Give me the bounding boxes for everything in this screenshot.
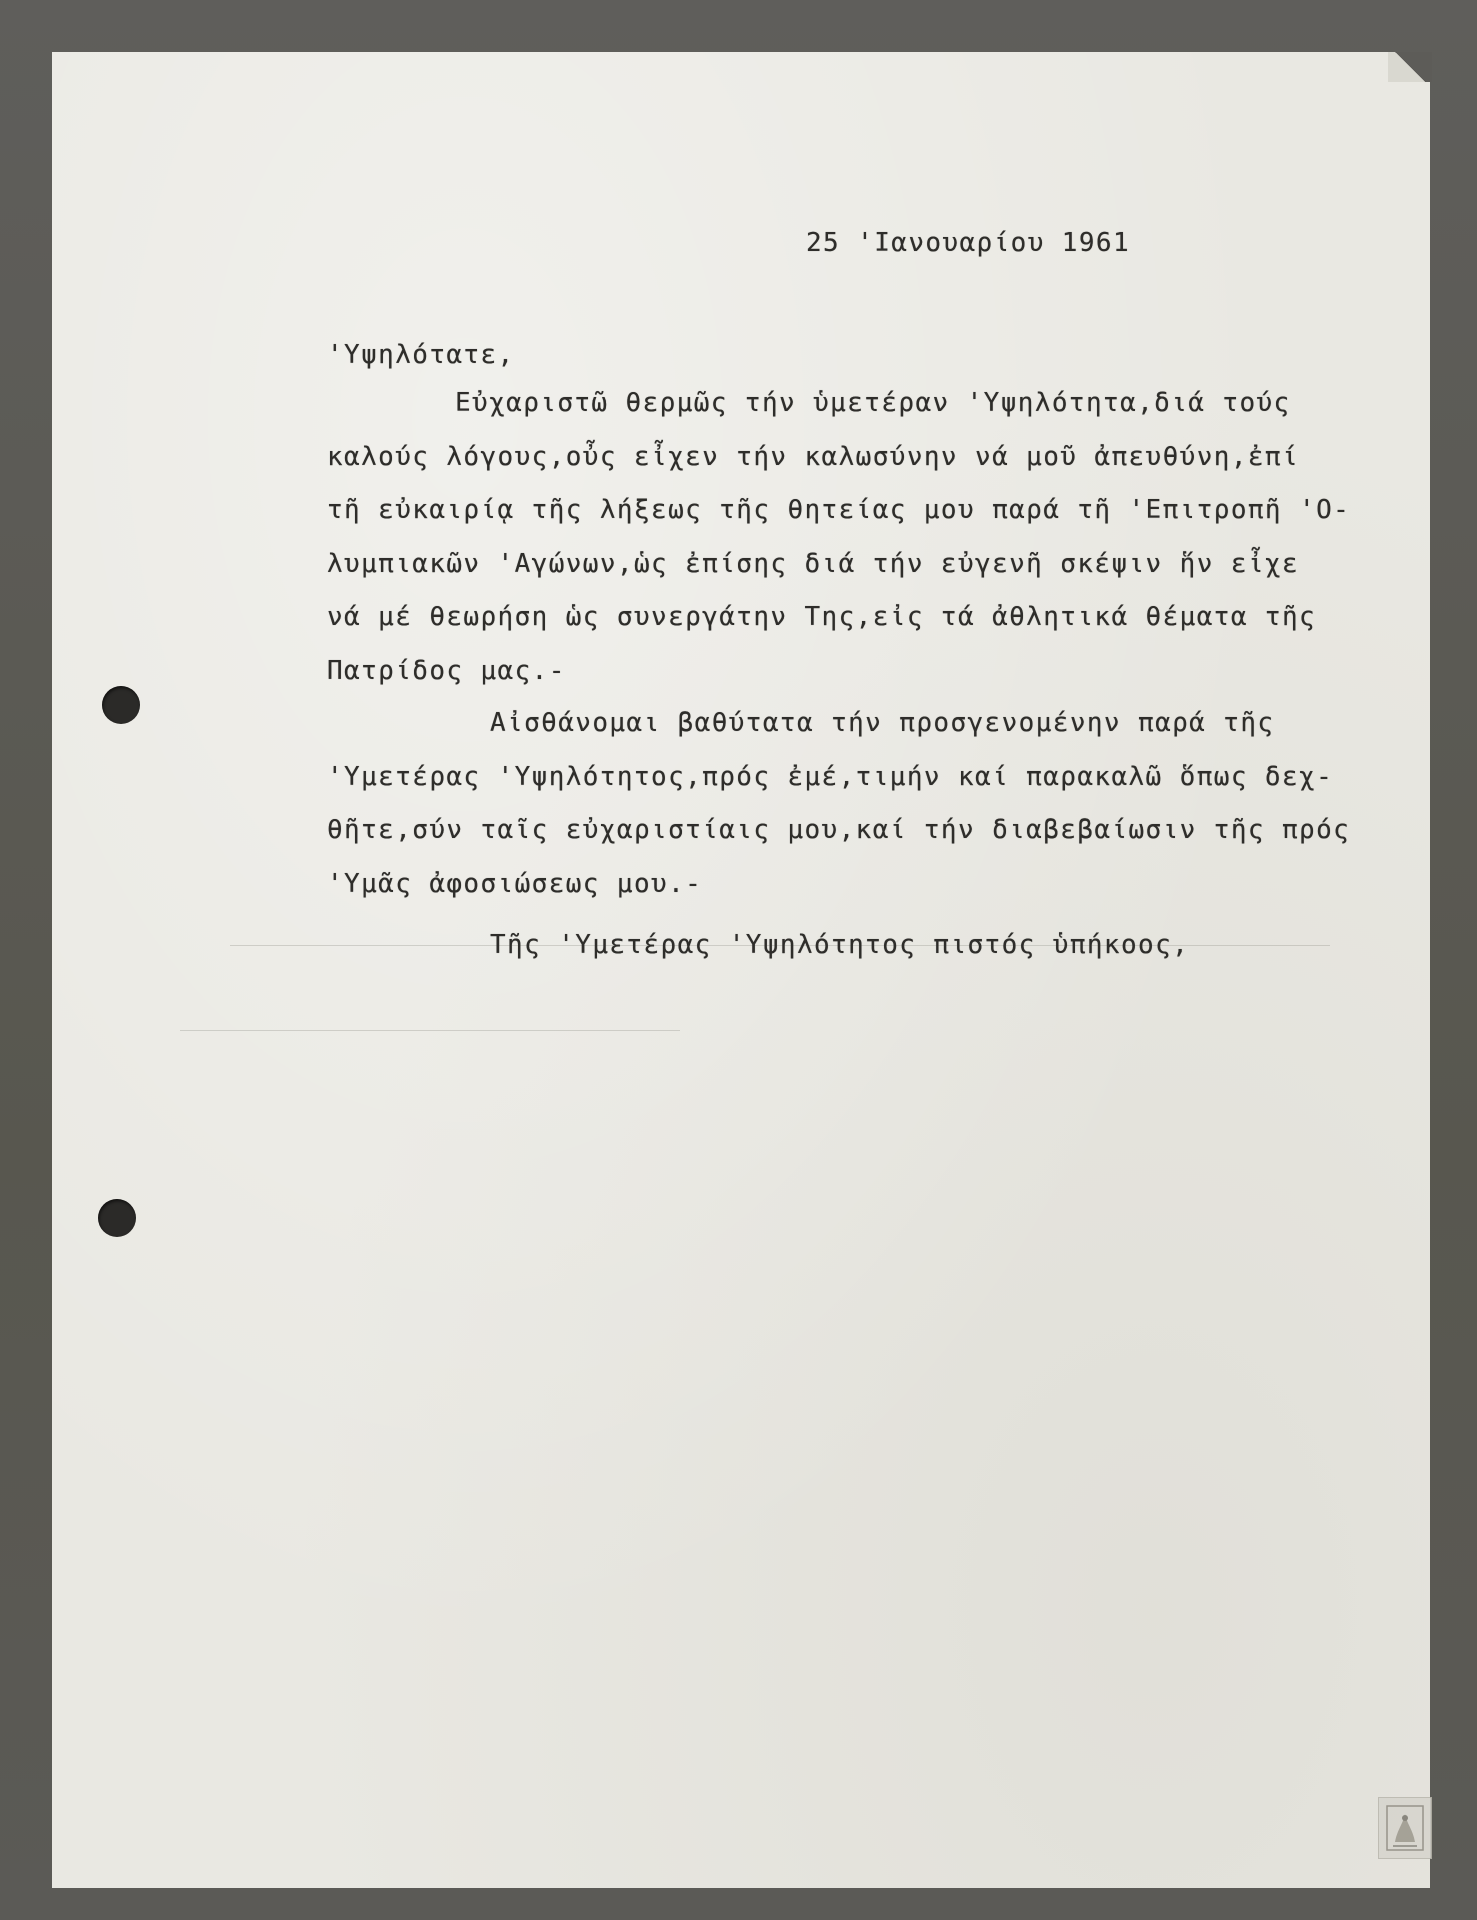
archive-seal-graphic	[1385, 1804, 1425, 1852]
letter-page	[52, 52, 1430, 1888]
paragraph-line: 'Υμᾶς ἀφοσιώσεως μου.-	[327, 868, 703, 899]
paragraph-line: 'Υμετέρας 'Υψηλότητος,πρός ἐμέ,τιμήν καί παρακαλῶ ὅπως δεχ-	[327, 761, 1334, 792]
paragraph-line: Εὐχαριστῶ θερμῶς τήν ὑμετέραν 'Υψηλότητα,διά τούς	[455, 388, 1291, 418]
paragraph-line: θῆτε,σύν ταῖς εὐχαριστίαις μου,καί τήν διαβεβαίωσιν τῆς πρός	[327, 815, 1351, 845]
paper-crease	[180, 1030, 680, 1031]
letter-salutation: 'Υψηλότατε,	[327, 340, 515, 370]
page-corner-fold	[1388, 52, 1432, 82]
punch-hole-bottom	[98, 1199, 136, 1237]
paragraph-line: Πατρίδος μας.-	[327, 655, 566, 686]
paragraph-line: Αἰσθάνομαι βαθύτατα τήν προσγενομένην παρά τῆς	[490, 708, 1275, 738]
paragraph-line: τῆ εὐκαιρίᾳ τῆς λήξεως τῆς θητείας μου παρά τῆ 'Επιτροπῆ 'Ο-	[327, 495, 1351, 525]
letter-date: 25 'Ιανουαρίου 1961	[806, 228, 1131, 258]
letter-closing: Τῆς 'Υμετέρας 'Υψηλότητος πιστός ὑπήκοος,	[490, 930, 1190, 960]
punch-hole-top	[102, 686, 140, 724]
letter-paragraph-2	[327, 708, 1350, 922]
paragraph-line: νά μέ θεωρήση ὡς συνεργάτην Της,εἰς τά ἀθλητικά θέματα τῆς	[327, 602, 1317, 632]
archive-seal-icon	[1378, 1797, 1432, 1859]
paragraph-line: λυμπιακῶν 'Αγώνων,ὡς ἐπίσης διά τήν εὐγενῆ σκέψιν ἥν εἶχε	[327, 548, 1300, 579]
paragraph-line: καλούς λόγους,οὖς εἶχεν τήν καλωσύνην νά μοῦ ἀπευθύνη,ἐπί	[327, 441, 1300, 472]
letter-paragraph-1	[327, 388, 1350, 709]
